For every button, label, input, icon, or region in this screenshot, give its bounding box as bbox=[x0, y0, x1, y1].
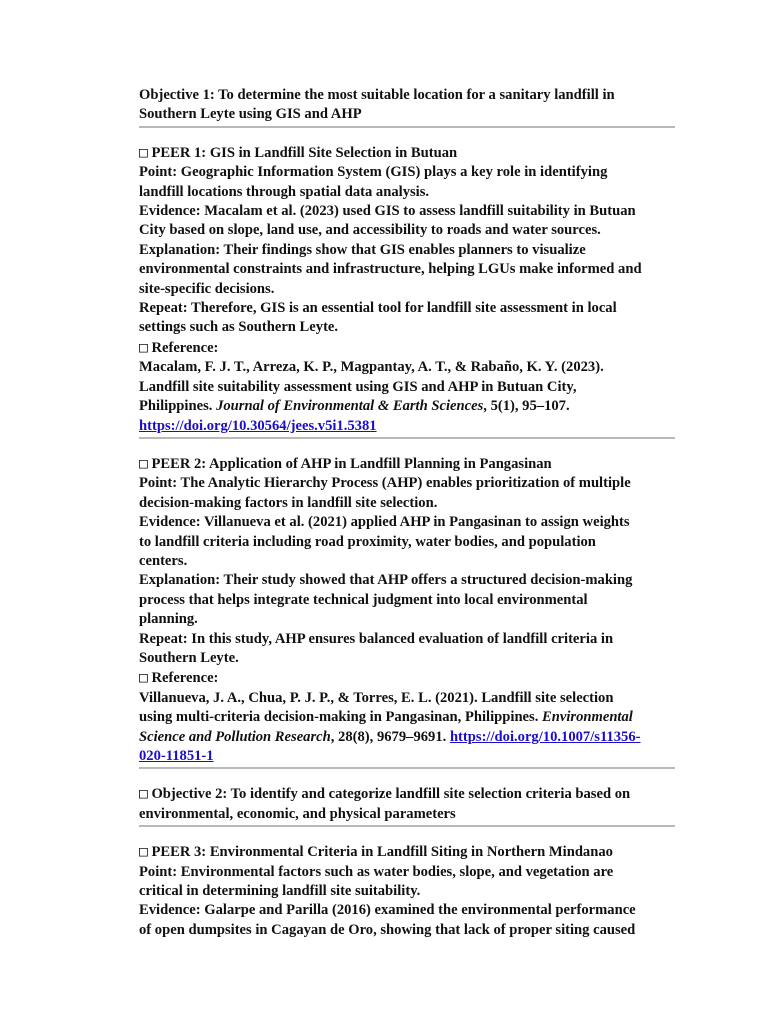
peer-1-line: Point: Geographic Information System (GIS) plays a key role in identifying bbox=[139, 164, 608, 181]
checkbox-icon: □ bbox=[139, 785, 148, 803]
peer-1-reference-label bbox=[139, 338, 675, 358]
journal-title: Science and Pollution Research bbox=[139, 728, 331, 745]
peer-2-reference-label bbox=[139, 668, 675, 688]
peer-2-section bbox=[139, 454, 675, 767]
peer-1-line: Repeat: Therefore, GIS is an essential tool for landfill site assessment in local bbox=[139, 300, 617, 317]
reference-text: using multi-criteria decision-making in Pangasinan, Philippines. bbox=[139, 709, 543, 726]
reference-text: , 5(1), 95–107. bbox=[483, 398, 570, 415]
peer-1-line: City based on slope, land use, and accessibility to roads and water sources. bbox=[139, 222, 601, 239]
objective-1-line-2: Southern Leyte using GIS and AHP bbox=[139, 106, 362, 123]
peer-1-line: Evidence: Macalam et al. (2023) used GIS to assess landfill suitability in Butuan bbox=[139, 203, 636, 220]
peer-1-section bbox=[139, 143, 675, 436]
reference-label-text: Reference: bbox=[147, 339, 219, 356]
peer-2-line: decision-making factors in landfill site selection. bbox=[139, 494, 438, 511]
peer-1-line: site-specific decisions. bbox=[139, 280, 275, 297]
peer-2-line: Repeat: In this study, AHP ensures balanced evaluation of landfill criteria in bbox=[139, 630, 614, 647]
peer-2-reference-line-3 bbox=[139, 728, 675, 747]
peer-1-line: environmental constraints and infrastructure, helping LGUs make informed and bbox=[139, 261, 642, 278]
peer-3-section bbox=[139, 842, 675, 940]
peer-1-reference-line-1: Macalam, F. J. T., Arreza, K. P., Magpantay, A. T., & Rabaño, K. Y. (2023). bbox=[139, 359, 604, 376]
document-page bbox=[139, 86, 675, 940]
peer-3-title-text: PEER 3: Environmental Criteria in Landfill Siting in Northern Mindanao bbox=[147, 844, 613, 861]
peer-2-reference-line-2 bbox=[139, 708, 675, 727]
reference-label-text: Reference: bbox=[147, 670, 219, 687]
objective-1-line-1: Objective 1: To determine the most suitable location for a sanitary landfill in bbox=[139, 87, 615, 103]
peer-3-line: of open dumpsites in Cagayan de Oro, showing that lack of proper siting caused bbox=[139, 921, 636, 938]
peer-1-title-text: PEER 1: GIS in Landfill Site Selection in Butuan bbox=[147, 144, 458, 161]
peer-1-reference-line-2: Landfill site suitability assessment using GIS and AHP in Butuan City, bbox=[139, 378, 577, 395]
journal-title: Environmental bbox=[542, 709, 633, 726]
divider bbox=[139, 126, 675, 128]
peer-3-line: Point: Environmental factors such as water bodies, slope, and vegetation are bbox=[139, 863, 614, 880]
checkbox-icon: □ bbox=[139, 843, 148, 861]
divider bbox=[139, 767, 675, 769]
peer-1-doi-line bbox=[139, 417, 675, 436]
objective-2-line-2: environmental, economic, and physical parameters bbox=[139, 805, 456, 822]
peer-2-title bbox=[139, 454, 675, 474]
objective-2-line-1 bbox=[139, 784, 675, 804]
doi-link-continued[interactable]: 020-11851-1 bbox=[139, 748, 214, 764]
peer-2-title-text: PEER 2: Application of AHP in Landfill Planning in Pangasinan bbox=[147, 455, 552, 472]
checkbox-icon: □ bbox=[139, 338, 148, 356]
divider bbox=[139, 437, 675, 439]
peer-1-title bbox=[139, 143, 675, 163]
peer-2-line: to landfill criteria including road proximity, water bodies, and population bbox=[139, 533, 596, 550]
divider bbox=[139, 825, 675, 827]
peer-1-line: landfill locations through spatial data analysis. bbox=[139, 183, 430, 200]
peer-1-line: Explanation: Their findings show that GIS enables planners to visualize bbox=[139, 241, 586, 258]
peer-2-line: planning. bbox=[139, 611, 198, 628]
peer-3-title bbox=[139, 842, 675, 862]
peer-1-line: settings such as Southern Leyte. bbox=[139, 319, 339, 336]
objective-2-text: Objective 2: To identify and categorize landfill site selection criteria based on bbox=[147, 786, 631, 803]
peer-2-line: Point: The Analytic Hierarchy Process (AHP) enables prioritization of multiple bbox=[139, 475, 631, 492]
objective-1-heading bbox=[139, 86, 675, 125]
checkbox-icon: □ bbox=[139, 454, 148, 472]
reference-text: Philippines. bbox=[139, 398, 217, 415]
peer-2-doi-line bbox=[139, 747, 675, 766]
peer-2-line: process that helps integrate technical judgment into local environmental bbox=[139, 591, 588, 608]
checkbox-icon: □ bbox=[139, 669, 148, 687]
peer-2-reference-line-1: Villanueva, J. A., Chua, P. J. P., & Torres, E. L. (2021). Landfill site selection bbox=[139, 689, 614, 706]
checkbox-icon: □ bbox=[139, 143, 148, 161]
doi-link[interactable]: https://doi.org/10.1007/s11356- bbox=[449, 728, 641, 745]
reference-text: , 28(8), 9679–9691. bbox=[330, 728, 450, 745]
doi-link[interactable]: https://doi.org/10.30564/jees.v5i1.5381 bbox=[139, 417, 377, 434]
peer-2-line: Southern Leyte. bbox=[139, 649, 239, 666]
peer-1-reference-line-3 bbox=[139, 397, 675, 416]
objective-2-heading bbox=[139, 784, 675, 824]
peer-2-line: Explanation: Their study showed that AHP offers a structured decision-making bbox=[139, 572, 633, 589]
peer-3-line: Evidence: Galarpe and Parilla (2016) examined the environmental performance bbox=[139, 902, 636, 919]
peer-2-line: centers. bbox=[139, 552, 188, 569]
journal-title: Journal of Environmental & Earth Sciences bbox=[216, 398, 484, 415]
peer-3-line: critical in determining landfill site suitability. bbox=[139, 883, 421, 900]
peer-2-line: Evidence: Villanueva et al. (2021) applied AHP in Pangasinan to assign weights bbox=[139, 514, 630, 531]
